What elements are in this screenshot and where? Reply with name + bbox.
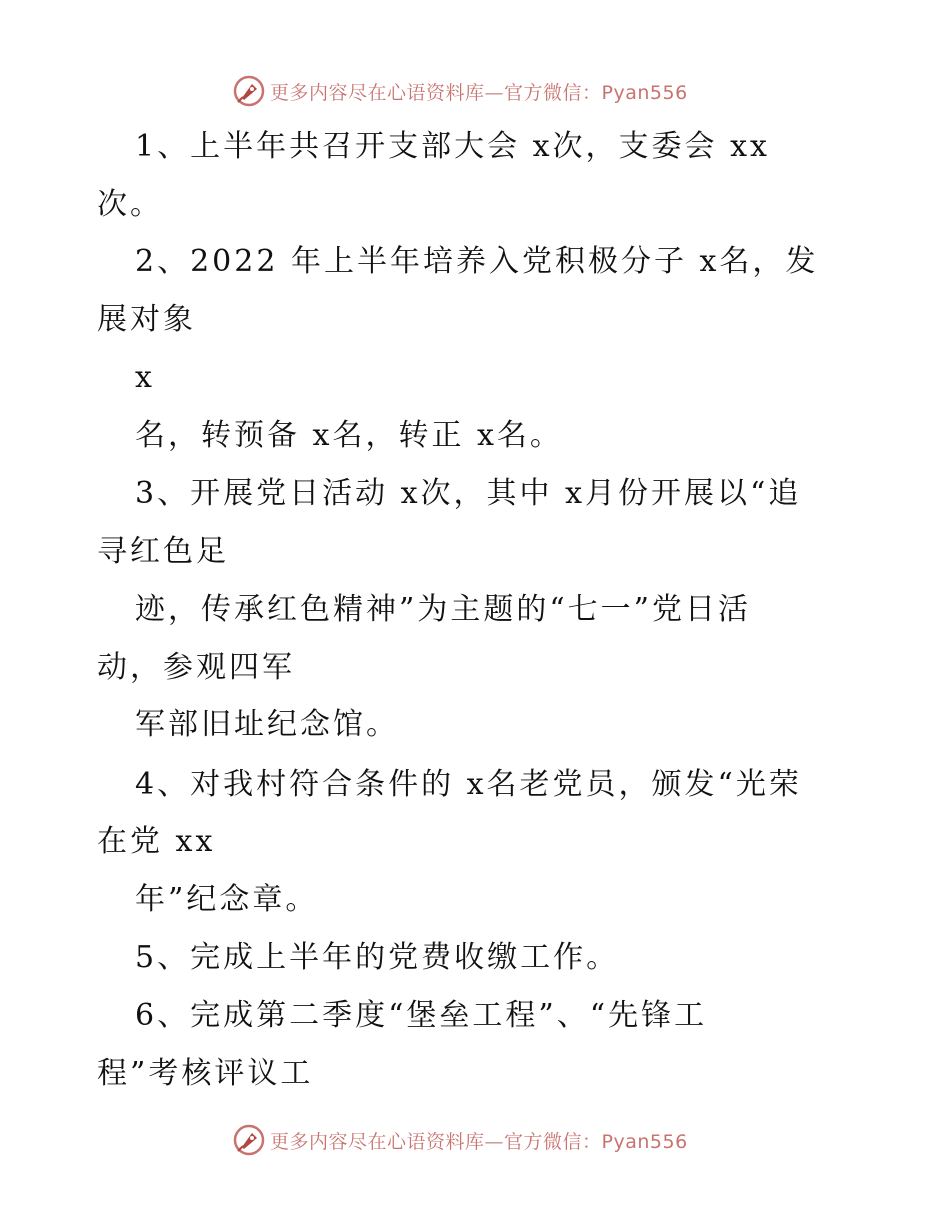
paragraph-line: 年”纪念章。 xyxy=(135,882,319,917)
paragraph-line: 1、上半年共召开支部大会 x次，支委会 xx xyxy=(135,129,770,164)
paragraph-line: 迹，传承红色精神”为主题的“七一”党日活 xyxy=(135,592,752,627)
watermark-footer xyxy=(232,1122,688,1158)
paragraph-line: 动，参观四军 xyxy=(97,650,295,685)
watermark-site: 更多内容尽在心语资料库 xyxy=(270,81,485,104)
paragraph-line: 5、完成上半年的党费收缴工作。 xyxy=(135,940,620,975)
paragraph-line: 展对象 xyxy=(97,302,196,337)
paragraph-line: 4、对我村符合条件的 x名老党员，颁发“光荣 xyxy=(135,767,802,802)
paragraph-line: 3、开展党日活动 x次，其中 x月份开展以“追 xyxy=(135,476,802,511)
paragraph-line: 程”考核评议工 xyxy=(97,1056,314,1091)
paragraph-line: 2、2022 年上半年培养入党积极分子 x名，发 xyxy=(135,244,819,279)
paragraph-line: 寻红色足 xyxy=(97,534,229,569)
paragraph-line: x xyxy=(135,360,155,395)
watermark-site: 更多内容尽在心语资料库 xyxy=(270,1130,485,1153)
watermark-contact: 官方微信：Pyan556 xyxy=(504,81,688,104)
watermark-text xyxy=(270,78,688,105)
paragraph-line: 6、完成第二季度“堡垒工程”、“先锋工 xyxy=(135,998,708,1033)
paragraph-line: 次。 xyxy=(97,187,163,222)
watermark-contact: 官方微信：Pyan556 xyxy=(504,1130,688,1153)
watermark-dash: — xyxy=(484,81,505,104)
paragraph-line: 军部旧址纪念馆。 xyxy=(135,707,399,742)
paragraph-line: 名，转预备 x名，转正 x名。 xyxy=(135,418,563,453)
pen-nib-logo-icon xyxy=(232,1123,266,1157)
watermark-header xyxy=(232,73,688,109)
paragraph-line: 在党 xx xyxy=(97,824,216,859)
watermark-dash: — xyxy=(484,1130,505,1153)
pen-nib-logo-icon xyxy=(232,74,266,108)
watermark-text xyxy=(270,1127,688,1154)
